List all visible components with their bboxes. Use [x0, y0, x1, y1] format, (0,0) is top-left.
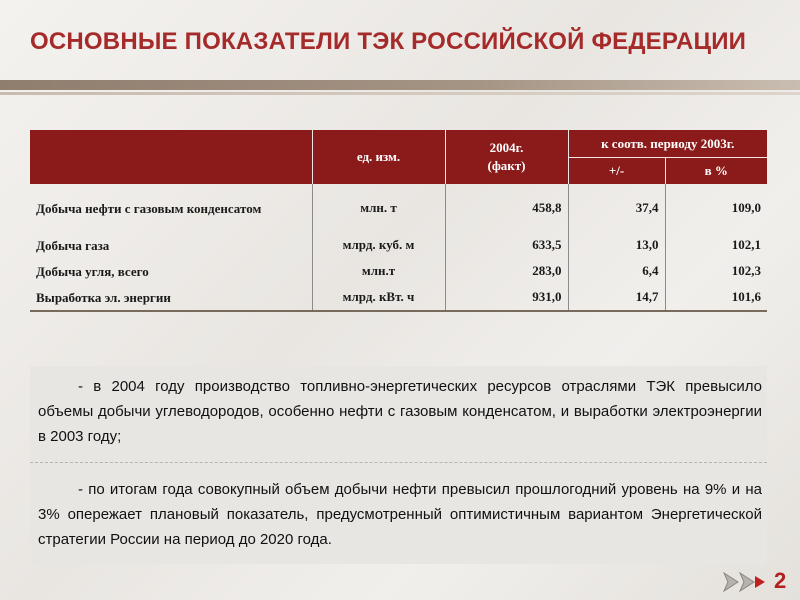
row-percent: 101,6: [665, 284, 767, 311]
table-row: [30, 232, 767, 258]
title-divider-thin: [0, 92, 800, 95]
row-unit: млн. т: [312, 184, 445, 232]
table-row: [30, 258, 767, 284]
row-percent: 102,3: [665, 258, 767, 284]
row-name: Добыча нефти с газовым конденсатом: [36, 200, 262, 216]
row-percent: 109,0: [665, 184, 767, 232]
header-year-line1: 2004г.: [489, 140, 524, 155]
header-compare: к соотв. периоду 2003г.: [568, 130, 767, 158]
row-name: Добыча угля, всего: [36, 263, 149, 279]
title-divider: [0, 80, 800, 90]
row-unit: млн.т: [312, 258, 445, 284]
row-name: Выработка эл. энергии: [30, 284, 312, 311]
row-diff: 13,0: [568, 232, 665, 258]
slide-title: ОСНОВНЫЕ ПОКАЗАТЕЛИ ТЭК РОССИЙСКОЙ ФЕДЕРАЦИИ: [30, 28, 747, 55]
note-paragraph: - по итогам года совокупный объем добычи нефти превысил прошлогодний уровень на 9% и на 3% опережает плановый показатель, предусмотренный оптимистичным вариантом Энергетической стратегии России на период до 2020 года.: [38, 481, 762, 548]
header-year-line2: (факт): [487, 158, 526, 173]
row-diff: 37,4: [568, 184, 665, 232]
next-slide-arrow-icon[interactable]: [722, 570, 770, 594]
table-row: [30, 284, 767, 311]
header-diff: +/-: [568, 158, 665, 185]
header-unit: ед. изм.: [312, 130, 445, 184]
indicators-table: [30, 130, 767, 312]
notes-divider: [30, 462, 767, 464]
header-indicator: [30, 130, 312, 184]
row-name: Добыча газа: [36, 237, 110, 253]
row-percent: 102,1: [665, 232, 767, 258]
row-diff: 6,4: [568, 258, 665, 284]
notes-panel: [30, 366, 767, 564]
row-fact: 633,5: [445, 232, 568, 258]
row-fact: 458,8: [445, 184, 568, 232]
header-percent: в %: [665, 158, 767, 185]
row-unit: млрд. куб. м: [312, 232, 445, 258]
double-chevron-icon: [722, 570, 770, 594]
table-row: [30, 184, 767, 232]
row-unit: млрд. кВт. ч: [312, 284, 445, 311]
page-number: 2: [774, 568, 787, 593]
row-fact: 283,0: [445, 258, 568, 284]
row-fact: 931,0: [445, 284, 568, 311]
row-diff: 14,7: [568, 284, 665, 311]
note-paragraph: - в 2004 году производство топливно-энергетических ресурсов отраслями ТЭК превысило объемы добычи углеводородов, особенно нефти с газовым конденсатом, и выработки электроэнергии в 2003 году;: [38, 378, 762, 445]
header-year: [445, 130, 568, 184]
